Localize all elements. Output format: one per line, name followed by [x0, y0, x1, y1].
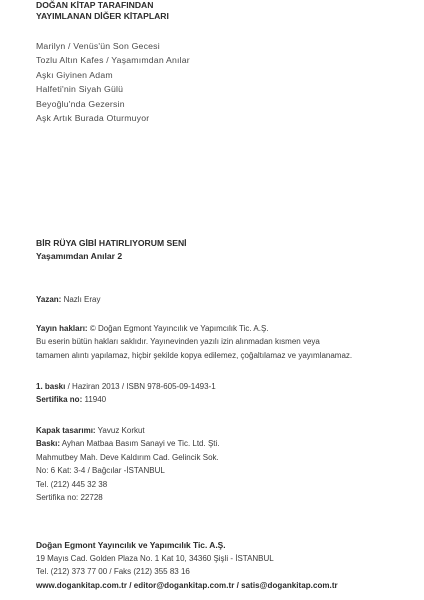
author-name: Nazlı Eray — [63, 295, 101, 304]
book-title-block — [36, 237, 416, 262]
publisher-phone: Tel. (212) 373 77 00 / Faks (212) 355 83 16 — [36, 567, 190, 577]
book-title: BİR RÜYA GİBİ HATIRLIYORUM SENİ — [36, 238, 187, 248]
publisher-address: 19 Mayıs Cad. Golden Plaza No. 1 Kat 10, 34360 Şişli - İSTANBUL — [36, 554, 274, 564]
header-line-2: YAYIMLANAN DİĞER KİTAPLARI — [36, 11, 169, 22]
rights-block — [36, 322, 416, 362]
book-item: Tozlu Altın Kafes / Yaşamımdan Anılar — [36, 55, 190, 66]
author-label: Yazan: — [36, 295, 62, 304]
print-label: Baskı: — [36, 439, 61, 449]
printer-name: Ayhan Matbaa Basım Sanayi ve Tic. Ltd. Şti. — [61, 439, 220, 449]
other-books-header — [36, 0, 416, 23]
certificate-label: Sertifika no: — [36, 395, 83, 405]
rights-text-line: Bu eserin bütün hakları saklıdır. Yayınevinden yazılı izin alınmadan kısmen veya — [36, 337, 320, 347]
rights-holder: © Doğan Egmont Yayıncılık ve Yapımcılık Tic. A.Ş. — [89, 324, 269, 333]
production-block — [36, 424, 416, 504]
book-item: Halfeti'nin Siyah Gülü — [36, 84, 124, 95]
edition-label: 1. baskı — [36, 382, 66, 391]
printer-phone: Tel. (212) 445 32 38 — [36, 479, 108, 489]
printer-address-line: Mahmutbey Mah. Deve Kaldırım Cad. Gelincik Sok. — [36, 452, 219, 462]
header-line-1: DOĞAN KİTAP TARAFINDAN — [36, 0, 154, 10]
rights-text-line: tamamen alıntı yapılamaz, hiçbir şekilde kopya edilemez, çoğaltılamaz ve yayımlanamaz. — [36, 350, 353, 360]
publisher-block — [36, 539, 416, 592]
author-line — [36, 293, 416, 306]
other-books-list — [36, 39, 416, 125]
book-item: Aşkı Giyinen Adam — [36, 69, 113, 80]
edition-block — [36, 380, 416, 407]
publisher-web-contacts: www.dogankitap.com.tr / editor@dogankitap.com.tr / satis@dogankitap.com.tr — [36, 580, 338, 590]
book-item: Marilyn / Venüs'ün Son Gecesi — [36, 41, 160, 51]
rights-label: Yayın hakları: — [36, 324, 88, 333]
certificate-number: 11940 — [84, 395, 107, 405]
edition-info: / Haziran 2013 / ISBN 978-605-09-1493-1 — [67, 382, 216, 391]
cover-design-label: Kapak tasarımı: — [36, 426, 96, 435]
printer-certificate: Sertifika no: 22728 — [36, 493, 103, 503]
publisher-name: Doğan Egmont Yayıncılık ve Yapımcılık Tic. A.Ş. — [36, 540, 226, 550]
book-item: Aşk Artık Burada Oturmuyor — [36, 113, 150, 124]
cover-designer: Yavuz Korkut — [97, 426, 145, 435]
book-item: Beyoğlu'nda Gezersin — [36, 98, 125, 109]
book-subtitle: Yaşamımdan Anılar 2 — [36, 250, 123, 261]
printer-address-line: No: 6 Kat: 3-4 / Bağcılar -İSTANBUL — [36, 466, 165, 476]
